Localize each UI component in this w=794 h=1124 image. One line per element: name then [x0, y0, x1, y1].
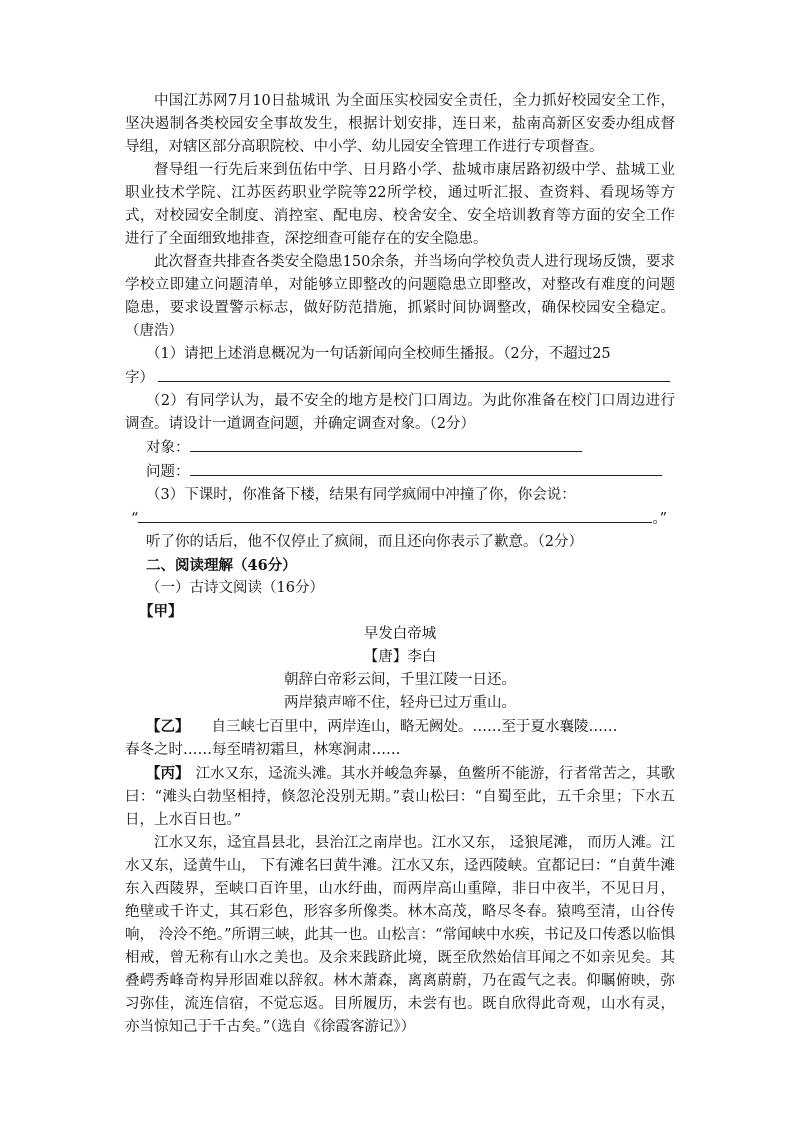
news-paragraph-2: 督导组一行先后来到伍佑中学、日月路小学、盐城市康居路初级中学、盐城工业职业技术学院、江苏医药职业学院等22所学校，通过听汇报、查资料、看现场等方式，对校园安全制度、消控室、配电房、校舍安全、安全培训教育等方面的安全工作进行了全面细致地排查，深挖细查可能存在的安全隐患。 [125, 162, 675, 247]
jia-label: 【甲】 [139, 603, 183, 620]
poem-line-1: 朝辞白帝彩云间，千里江陵一日还。 [284, 672, 516, 688]
yi-passage-line-2: 春冬之时……每至晴初霜旦，林寒涧肃…… [125, 742, 401, 758]
question-row [125, 460, 675, 484]
question-1-answer-row [125, 366, 675, 390]
poem-author: 【唐】李白 [363, 649, 437, 665]
poem-title: 早发白帝城 [363, 626, 437, 642]
bing-label: 【丙】 [146, 765, 190, 782]
yi-passage-line-1 [125, 715, 675, 739]
open-quote: “ [131, 511, 139, 527]
bing-passage-2: 江水又东，迳宜昌县北，县治江之南岸也。江水又东， 迳狼尾滩， 而历人滩。江水又东，迳黄牛山， 下有滩名曰黄牛滩。江水又东，迳西陵峡。宜都记曰：“自黄牛滩东入西陵界，至峡口百许里，山水纡曲，而两岸高山重障，非日中夜半，不见日月，绝壁或千许丈，其石彩色，形容多所像类。林木高茂，略尽冬春。猿鸣至清，山谷传响， 泠泠不绝。”所谓三峡，此其一也。山松言：“常闻峡中水疾，书记及口传悉以临惧相戒，曾无称有山水之美也。及余来践跻此境，既至欣然始信耳闻之不如亲见矣。其叠崿秀峰奇构异形固难以辞叙。林木萧森，离离蔚蔚，乃在霞气之表。仰瞩俯映，弥习弥佳，流连信宿，不觉忘返。目所履历，未尝有也。既自欣得此奇观，山水有灵，亦当惊知己于千古矣。”（选自《徐霞客游记》） [125, 835, 675, 1035]
question-1-text: （1）请把上述消息概况为一句话新闻向全校师生播报。（2分，不超过25 [146, 346, 611, 362]
bing-passage-1 [125, 762, 675, 832]
object-answer-line[interactable] [190, 436, 582, 452]
object-row [125, 436, 675, 460]
question-3-answer-row [125, 507, 675, 531]
question-3-answer-line[interactable] [138, 507, 652, 523]
news-paragraph-1: 中国江苏网7月10日盐城讯 为全面压实校园安全责任，全力抓好校园安全工作，坚决遏制各类校园安全事故发生，根据计划安排，连日来，盐南高新区安委办组成督导组，对辖区部分高职院校、中小学、幼儿园安全管理工作进行专项督查。 [125, 93, 675, 155]
bing-text-1: 江水又东，迳流头滩。其水并峻急奔暴，鱼鳖所不能游，行者常苦之，其歌曰：“滩头白勃坚相持，倏忽沦没别无期。”袁山松曰：“自蜀至此，五千余里；下水五日，上水百日也。” [125, 766, 676, 828]
yi-label: 【乙】 [146, 718, 190, 735]
poem-line-2: 两岸猿声啼不住，轻舟已过万重山。 [284, 695, 516, 711]
question-1-text-tail: 字） [125, 370, 154, 386]
close-quote: 。” [652, 511, 668, 527]
object-label: 对象： [146, 440, 190, 456]
news-paragraph-3: 此次督查共排查各类安全隐患150余条，并当场向学校负责人进行现场反馈，要求学校立即建立问题清单，对能够立即整改的问题隐患立即整改，对整改有难度的问题隐患，要求设置警示标志，做好防范措施，抓紧时间协调整改，确保校园安全稳定。（唐浩） [125, 254, 675, 339]
question-label: 问题： [146, 464, 190, 480]
question-1-answer-line[interactable] [158, 366, 670, 382]
question-1 [125, 343, 675, 366]
section-title: 二、阅读理解（46分） [146, 557, 297, 574]
question-3: （3）下课时，你准备下楼，结果有同学疯闹中冲撞了你，你会说： [146, 487, 576, 503]
yi-text-a: 自三峡七百里中，两岸连山，略无阙处。……至于夏水襄陵…… [211, 719, 618, 735]
question-2: （2）有同学认为，最不安全的地方是校门口周边。为此你准备在校门口周边进行调查。请设计一道调查问题，并确定调查对象。（2分） [125, 393, 675, 432]
document-page [125, 90, 675, 1039]
subsection-title: （一）古诗文阅读（16分） [146, 580, 324, 596]
question-3-followup: 听了你的话后，他不仅停止了疯闹，而且还向你表示了歉意。（2分） [146, 534, 583, 550]
question-answer-line[interactable] [190, 460, 662, 476]
